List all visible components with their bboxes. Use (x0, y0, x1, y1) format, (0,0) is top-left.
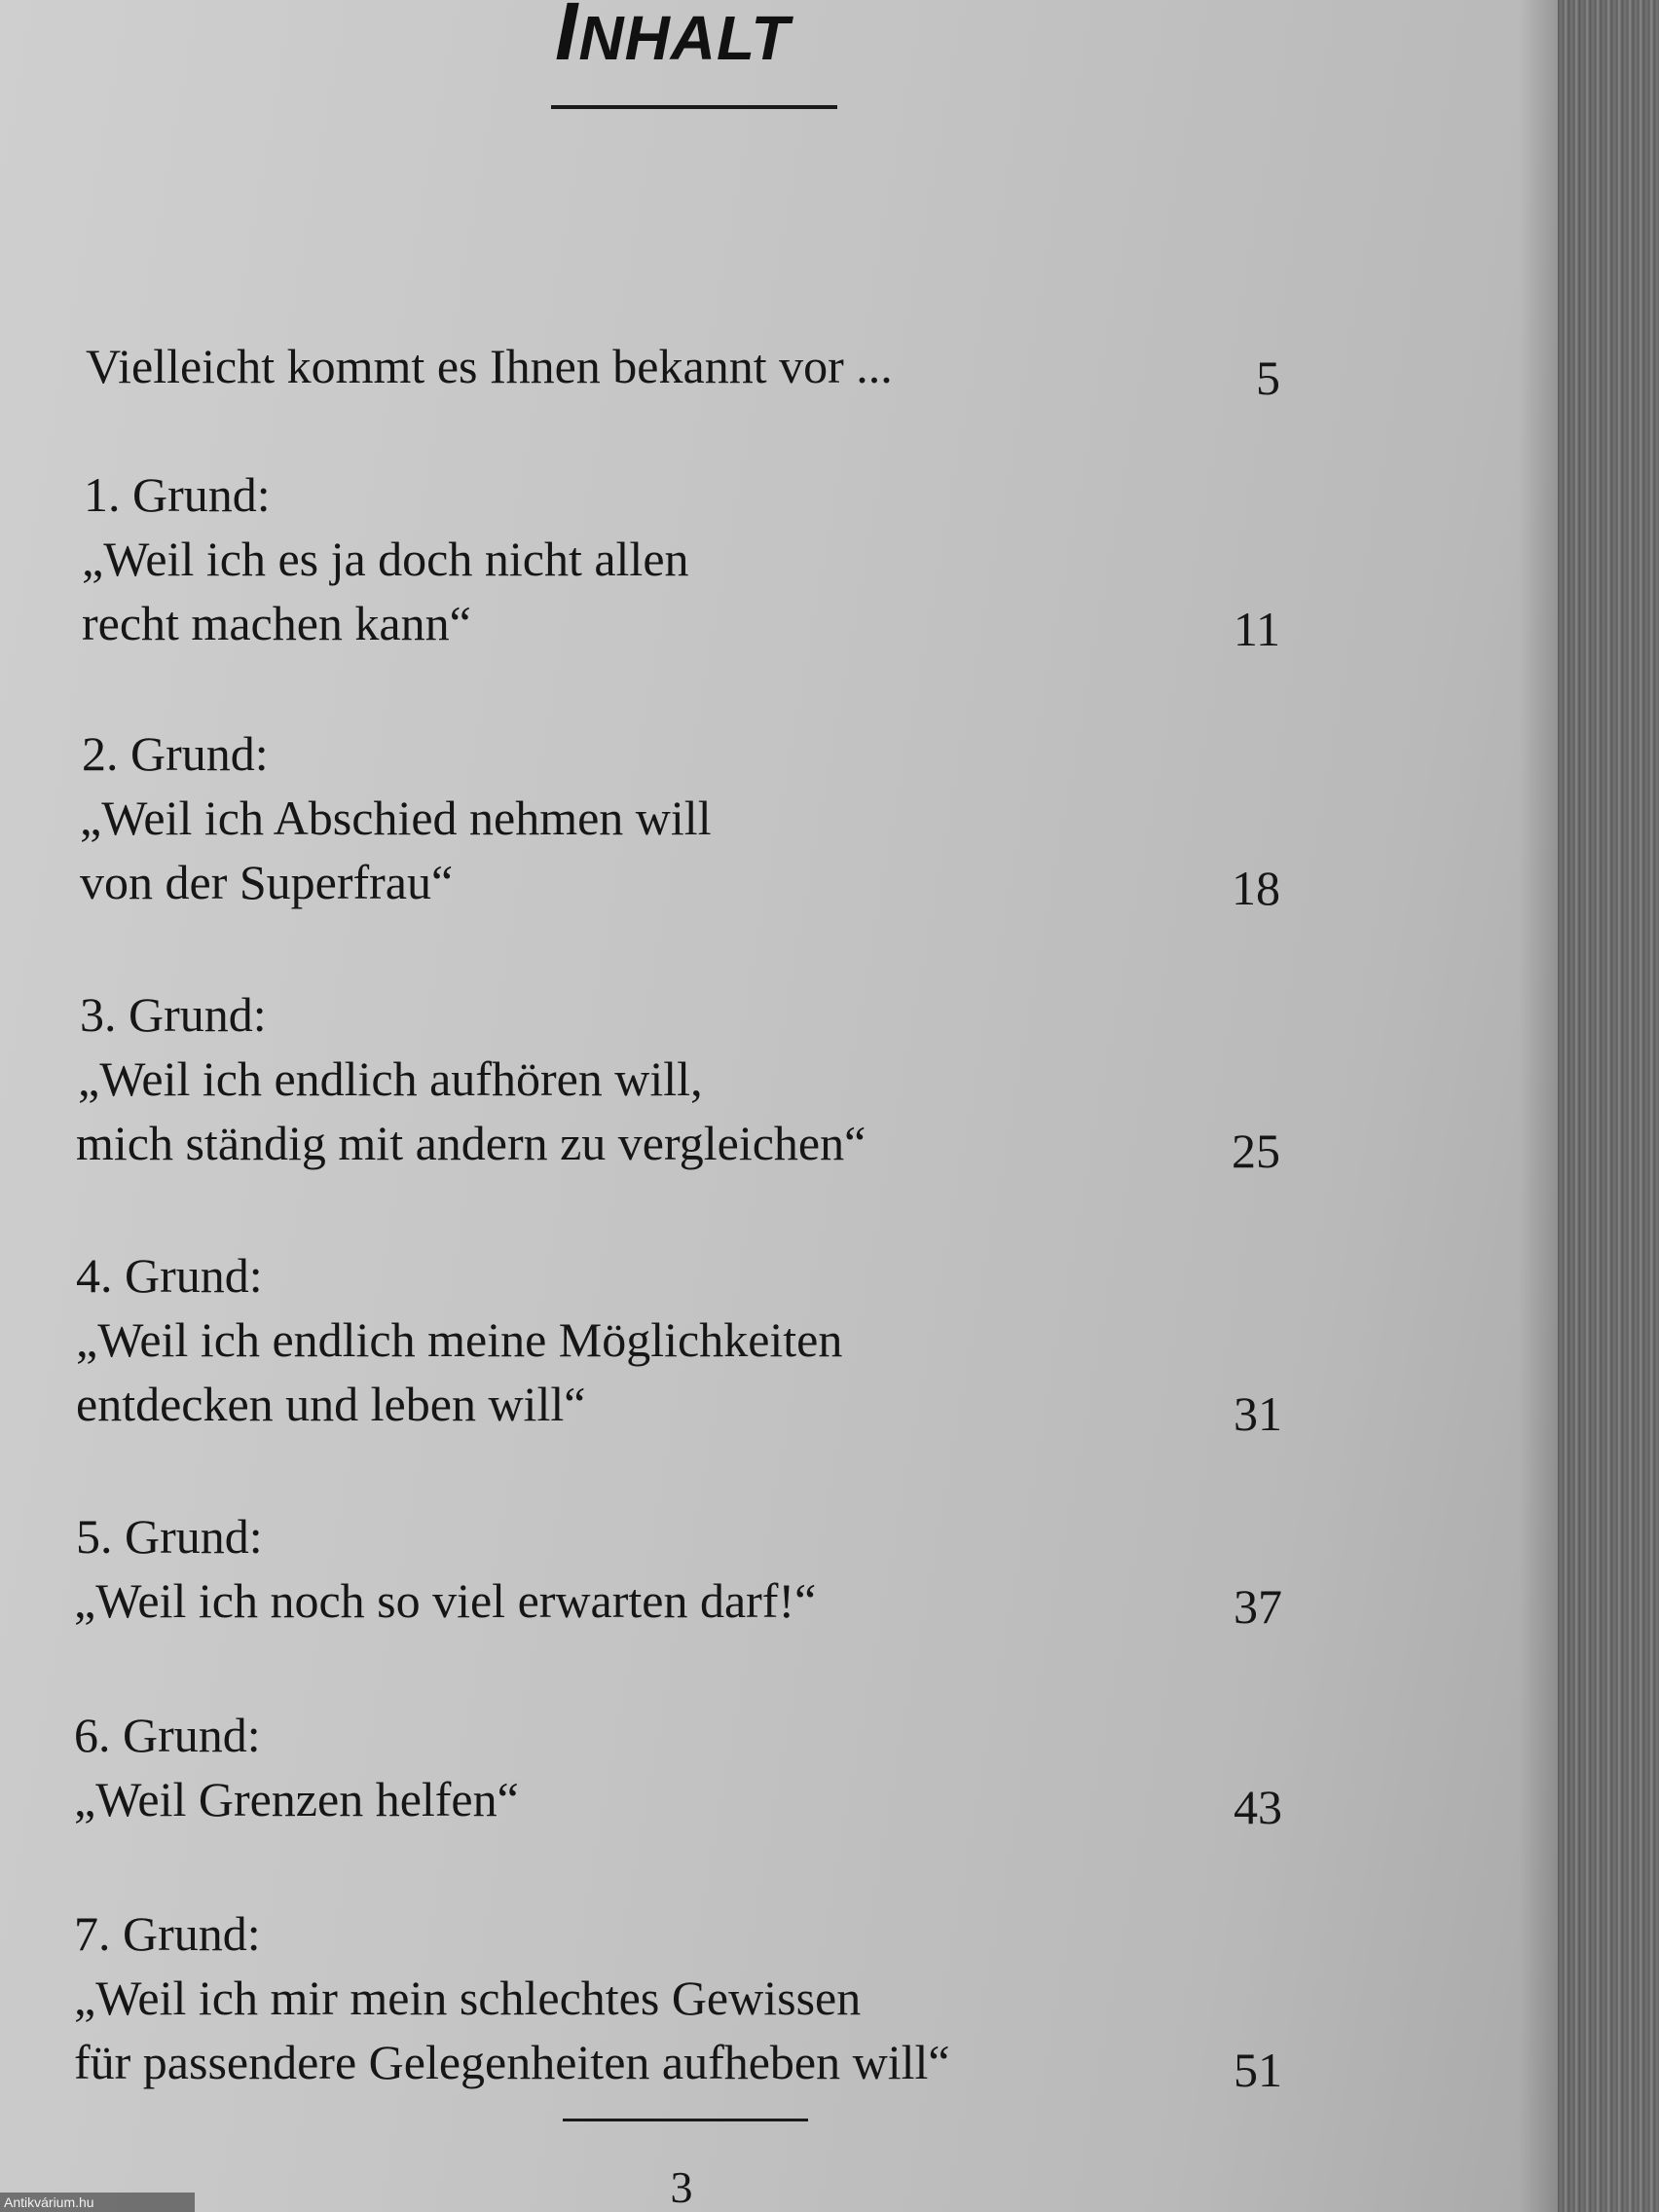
toc-entry-line: „Weil ich endlich aufhören will, (78, 1051, 703, 1106)
toc-entry-chapter-5[interactable] (0, 1507, 1499, 1643)
toc-entry-line: „Weil ich noch so viel erwarten darf!“ (74, 1573, 817, 1628)
toc-entry-label: 7. Grund: (74, 1906, 261, 1961)
toc-heading (555, 0, 847, 77)
toc-entry-chapter-2[interactable] (0, 724, 1499, 919)
toc-entry-line: recht machen kann“ (82, 596, 471, 650)
toc-entry-page: 51 (1234, 2043, 1282, 2097)
toc-entry-page: 5 (1256, 350, 1280, 405)
toc-entry-page: 43 (1234, 1780, 1282, 1834)
toc-entry-chapter-6[interactable] (0, 1706, 1499, 1842)
toc-entry-line: für passendere Gelegenheiten aufheben will“ (74, 2035, 950, 2089)
toc-entry-page: 18 (1232, 861, 1280, 915)
page-edge (1558, 0, 1659, 2212)
toc-entry-chapter-4[interactable] (0, 1246, 1499, 1441)
toc-entry-page: 11 (1233, 602, 1280, 656)
toc-entry-page: 37 (1234, 1579, 1282, 1634)
toc-entry-label: 3. Grund: (80, 987, 267, 1042)
toc-entry-line: entdecken und leben will“ (76, 1377, 586, 1431)
heading-rest: NHALT (578, 3, 791, 73)
heading-underline (551, 105, 837, 109)
toc-entry-line: „Weil ich es ja doch nicht allen (82, 532, 689, 586)
toc-entry-line: von der Superfrau“ (80, 855, 454, 909)
toc-entry-chapter-7[interactable] (0, 1904, 1499, 2099)
toc-entry-line: „Weil ich endlich meine Möglichkeiten (76, 1312, 843, 1367)
toc-entry-title: Vielleicht kommt es Ihnen bekannt vor ... (86, 339, 893, 393)
toc-entry-page: 25 (1232, 1124, 1280, 1178)
toc-entry-intro[interactable] (0, 337, 1499, 405)
toc-entry-line: „Weil Grenzen helfen“ (74, 1772, 519, 1826)
toc-entry-label: 2. Grund: (82, 726, 269, 781)
heading-initial: I (555, 0, 579, 77)
toc-entry-line: „Weil ich mir mein schlechtes Gewissen (74, 1971, 862, 2025)
toc-entry-line: mich ständig mit andern zu vergleichen“ (76, 1116, 866, 1170)
page-shadow (1519, 0, 1558, 2212)
toc-entry-label: 1. Grund: (84, 467, 271, 522)
toc-entry-chapter-1[interactable] (0, 465, 1499, 660)
toc-entry-label: 4. Grund: (76, 1248, 263, 1303)
toc-entry-chapter-3[interactable] (0, 985, 1499, 1180)
toc-entry-label: 6. Grund: (74, 1708, 261, 1762)
watermark: Antikvárium.hu (0, 2193, 195, 2212)
page-number: 3 (670, 2162, 693, 2212)
toc-entry-label: 5. Grund: (76, 1509, 263, 1564)
toc-entry-page: 31 (1234, 1386, 1282, 1441)
toc-entry-line: „Weil ich Abschied nehmen will (80, 791, 712, 845)
footer-rule (563, 2119, 808, 2121)
